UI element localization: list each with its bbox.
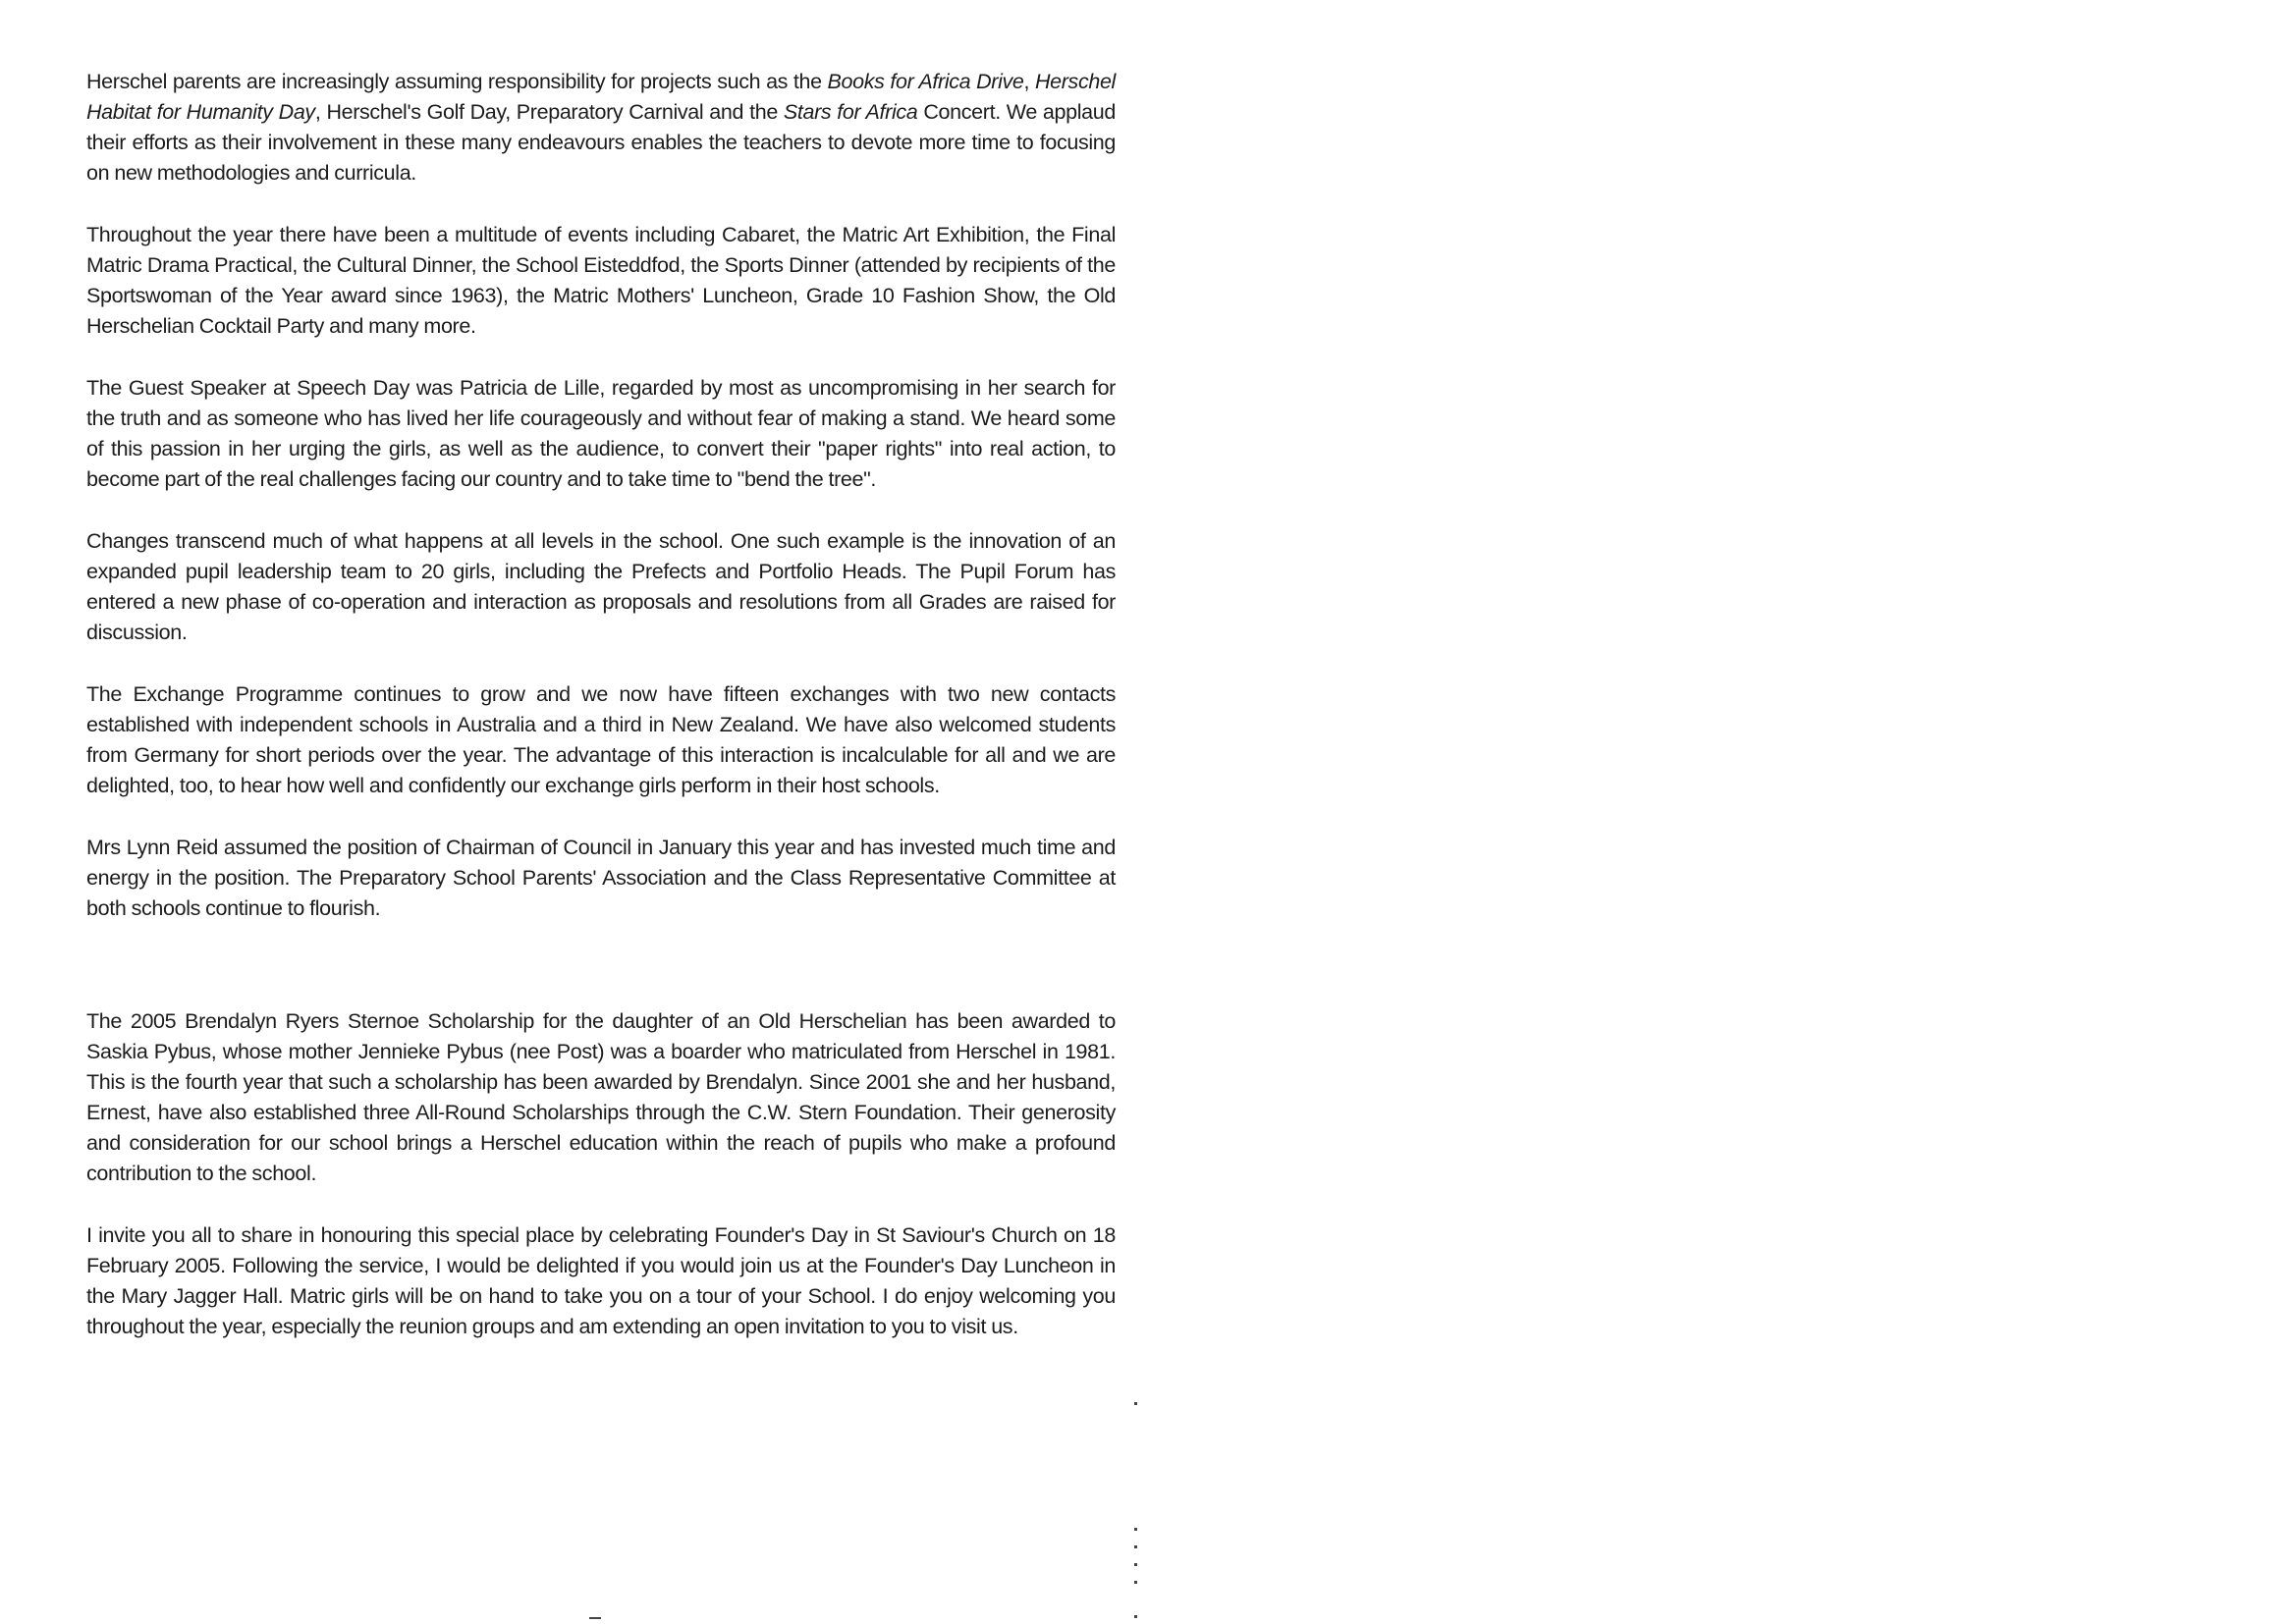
text-segment: , [1023,70,1035,93]
paragraph-parents [86,67,1116,189]
text-segment: I invite you all to share in honouring this special place by celebrating Founder's Day in St Saviour's Church on 18 February 2005. Following the service, I would be delighted if you would join us at the Founder's Day Luncheon in the Mary Jagger Hall. Matric girls will be on hand to take you on a tour of your School. I do enjoy welcoming you throughout the year, especially the reunion groups and am extending an open invitation to you to visit us. [86,1223,1116,1338]
scan-speck [1134,1563,1137,1566]
paragraph-changes [86,526,1116,648]
paragraph-council [86,833,1116,924]
scan-speck [1134,1528,1137,1531]
text-segment: , Herschel's Golf Day, Preparatory Carnival and the [314,100,784,124]
paragraph-guest-speaker [86,373,1116,495]
scan-speck [1134,1402,1137,1405]
text-segment: Concert. We applaud their efforts as their involvement in these many endeavours enables the teachers to devote more time to focusing on new methodologies and curricula. [86,100,1117,185]
paragraph-exchange [86,679,1116,801]
text-segment: The 2005 Brendalyn Ryers Sternoe Scholarship for the daughter of an Old Herschelian has been awarded to Saskia Pybus, whose mother Jennieke Pybus (nee Post) was a boarder who matriculated from Herschel in 1981. This is the fourth year that such a scholarship has been awarded by Brendalyn. Since 2001 she and her husband, Ernest, have also established three All-Round Scholarships through the C.W. Stern Foundation. Their generosity and consideration for our school brings a Herschel education within the reach of pupils who make a profound contribution to the school. [86,1009,1116,1185]
paragraph-events [86,220,1116,342]
italic-text-segment: Herschel Habitat for Humanity Day [86,70,1116,124]
text-segment: The Exchange Programme continues to grow and we now have fifteen exchanges with two new contacts established with independent schools in Australia and a third in New Zealand. We have also welcomed students from Germany for short periods over the year. The advantage of this interaction is incalculable for all and we are delighted, too, to hear how well and confidently our exchange girls perform in their host schools. [86,682,1116,797]
paragraph-scholarship [86,1006,1116,1189]
text-segment: Changes transcend much of what happens at all levels in the school. One such example is the innovation of an expanded pupil leadership team to 20 girls, including the Prefects and Portfolio Heads. The Pupil Forum has entered a new phase of co-operation and interaction as proposals and resolutions from all Grades are raised for discussion. [86,529,1116,644]
paragraph-invitation [86,1220,1116,1342]
italic-text-segment: Books for Africa Drive [827,70,1024,93]
italic-text-segment: Stars for Africa [783,100,918,124]
scan-speck [1134,1545,1137,1548]
text-segment: The Guest Speaker at Speech Day was Patricia de Lille, regarded by most as uncompromising in her search for the truth and as someone who has lived her life courageously and without fear of making a stand. We heard some of this passion in her urging the girls, as well as the audience, to convert their "paper rights" into real action, to become part of the real challenges facing our country and to take time to "bend the tree". [86,376,1116,491]
text-segment: Mrs Lynn Reid assumed the position of Chairman of Council in January this year and has invested much time and energy in the position. The Preparatory School Parents' Association and the Class Representative Committee at both schools continue to flourish. [86,836,1116,920]
scan-speck [1134,1581,1137,1584]
text-segment: Herschel parents are increasingly assuming responsibility for projects such as the [86,70,828,93]
body-text-column [86,67,1116,1342]
scan-speck [1134,1615,1137,1618]
scan-dash [589,1617,601,1619]
text-segment: Throughout the year there have been a multitude of events including Cabaret, the Matric Art Exhibition, the Final Matric Drama Practical, the Cultural Dinner, the School Eisteddfod, the Sports Dinner (attended by recipients of the Sportswoman of the Year award since 1963), the Matric Mothers' Luncheon, Grade 10 Fashion Show, the Old Herschelian Cocktail Party and many more. [86,223,1116,338]
